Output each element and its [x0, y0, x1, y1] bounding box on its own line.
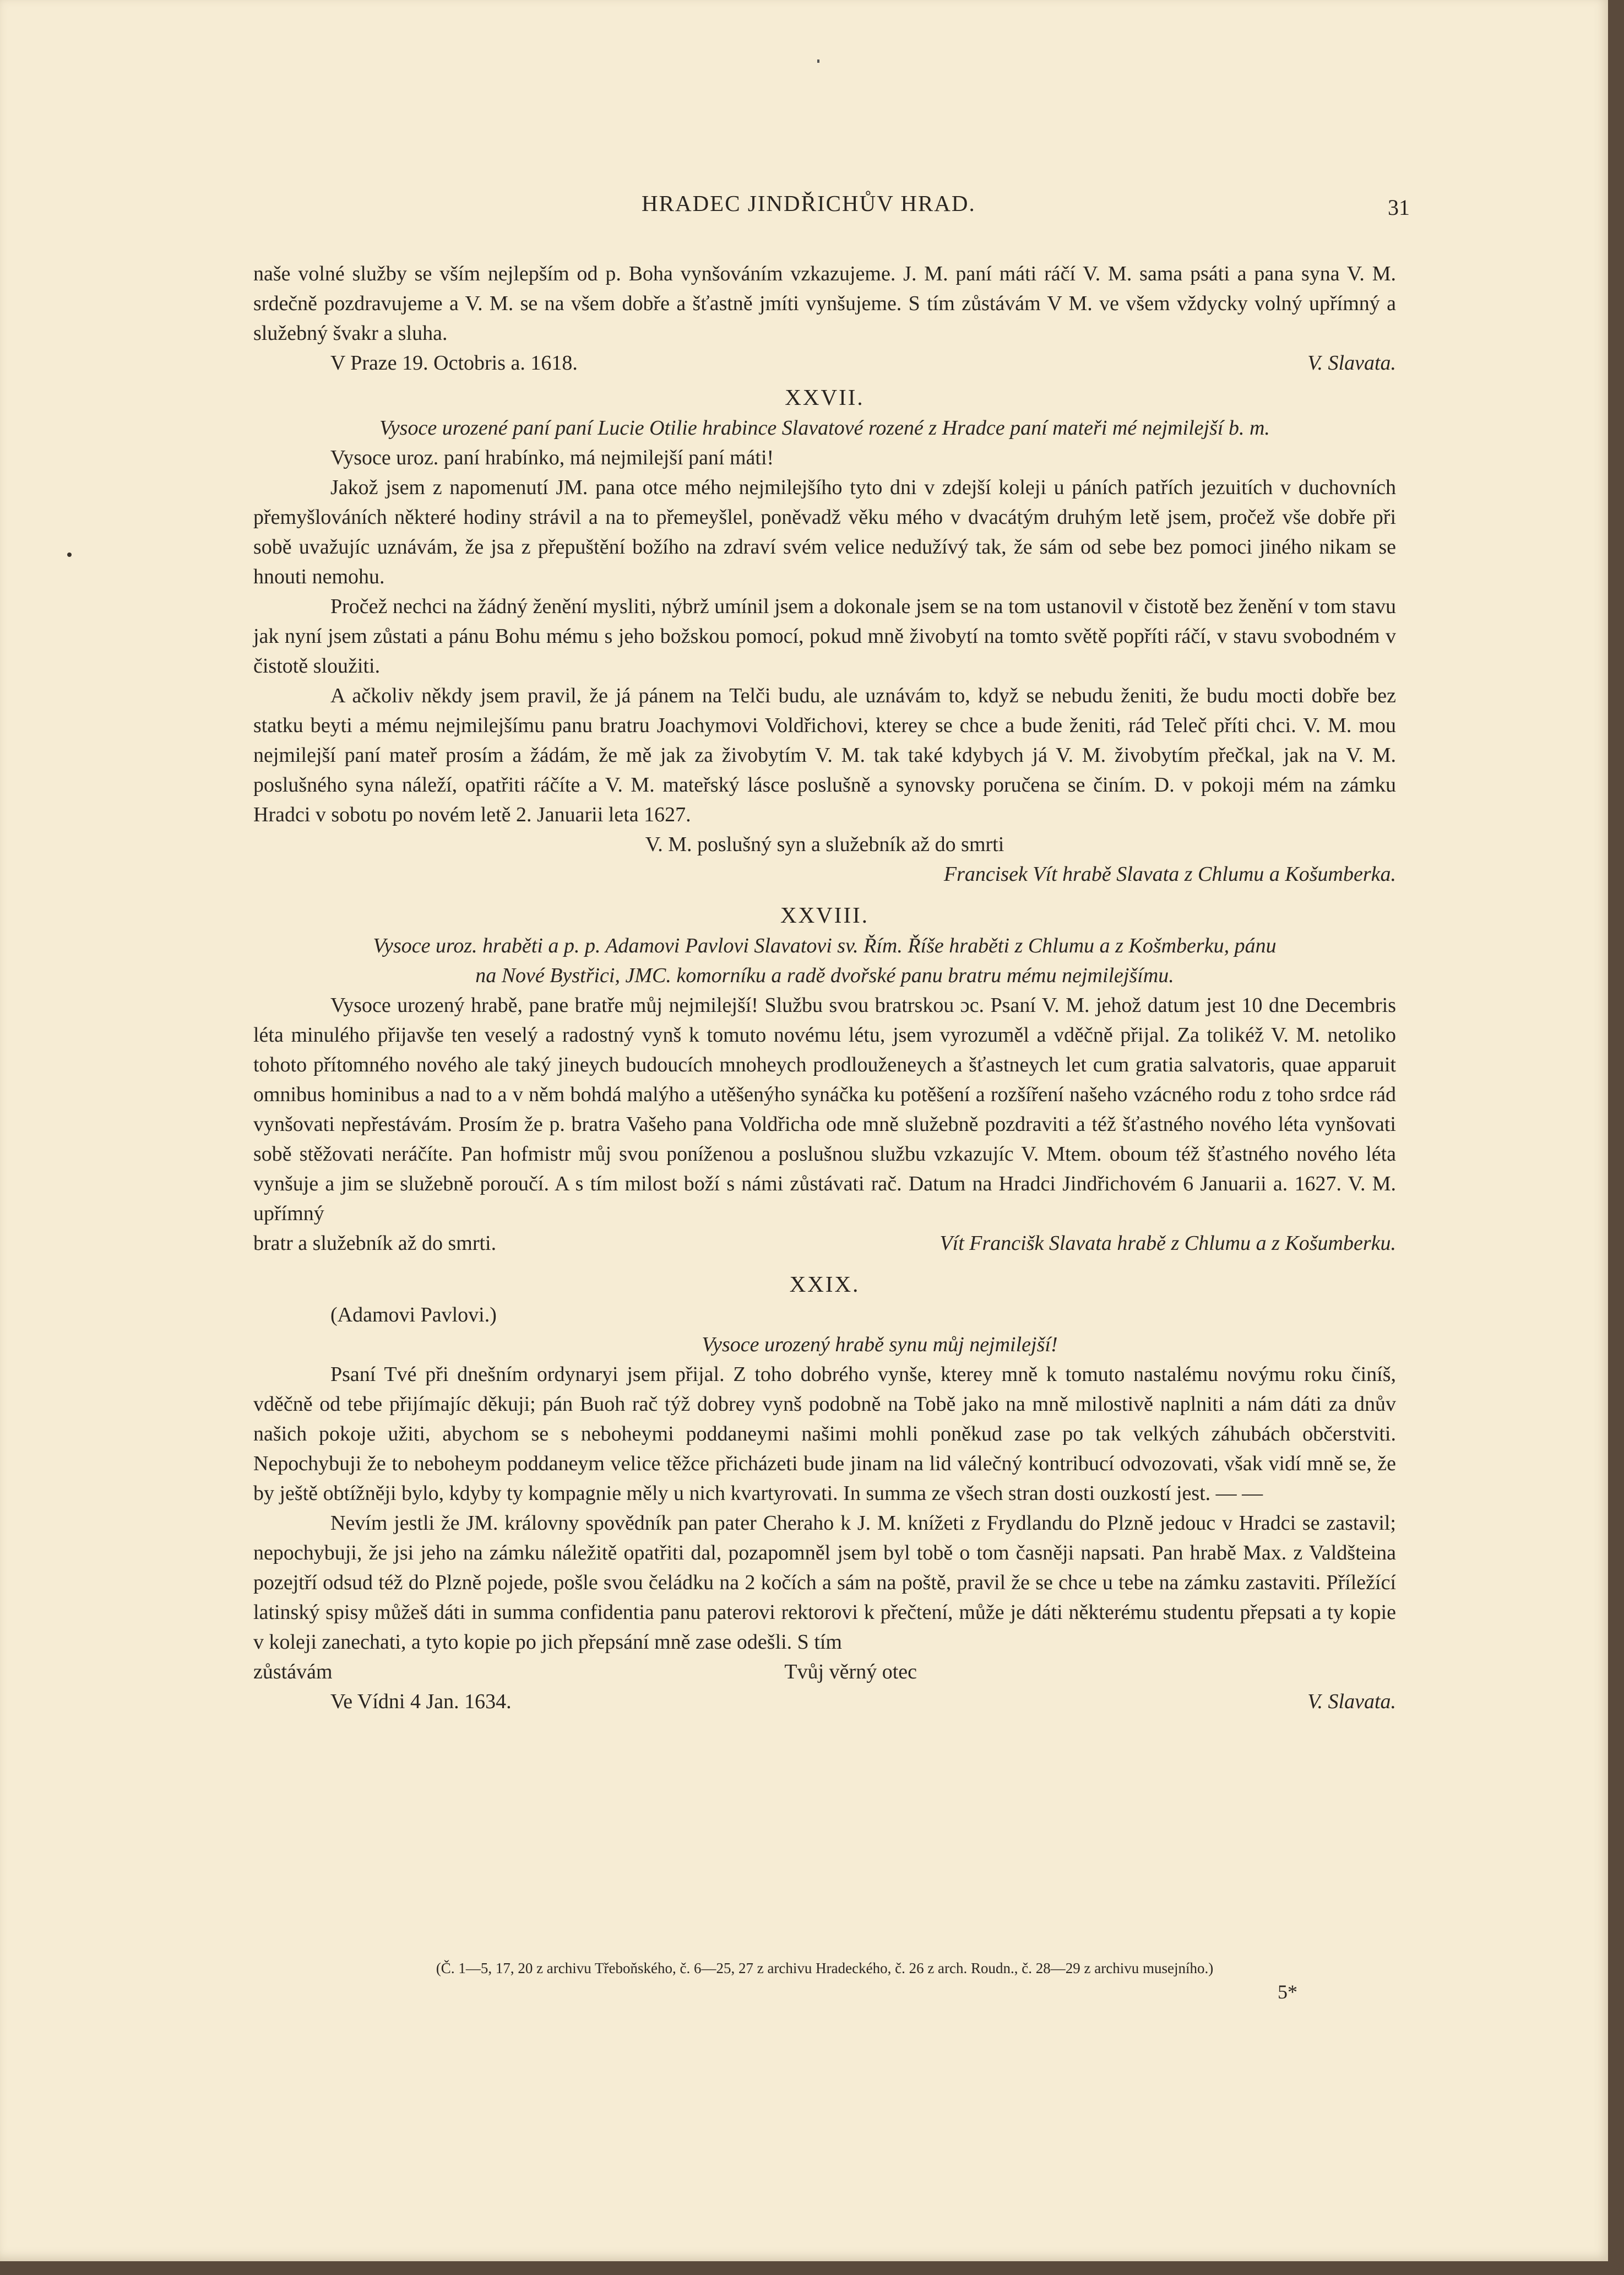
sheet-mark: 5* [1278, 1981, 1297, 2003]
letter28-address-line-2: na Nové Bystřici, JMC. komorníku a radě dvořské panu bratru mému nejmilejšímu. [475, 964, 1174, 987]
letter27-closing: V. M. poslušný syn a služebník až do smrti [645, 833, 1004, 856]
letter26-signature: V. Slavata. [1307, 351, 1396, 375]
letter28-address-line-1: Vysoce uroz. hraběti a p. p. Adamovi Pavlovi Slavatovi sv. Řím. Říše hraběti z Chlumu a z Košmberku, pánu [373, 934, 1277, 957]
letter27-signature: Francisek Vít hrabě Slavata z Chlumu a Košumberka. [943, 863, 1396, 886]
letter27-paragraph-2: Pročež nechci na žádný ženění mysliti, nýbrž umínil jsem a dokonale jsem se na tom ustanovil v čistotě bez ženění v tom stavu jak nyní jsem zůstati a pánu Bohu mému s jeho božskou pomocí, pokud mně živobytí na tomto světě popříti ráčí, v stavu svobodném v čistotě sloužiti. [253, 595, 1396, 678]
letter27-numeral: XXVII. [785, 384, 865, 410]
letter29-salutation: Vysoce urozený hrabě synu můj nejmilejší! [702, 1333, 1058, 1356]
letter29-signature: V. Slavata. [1307, 1690, 1396, 1713]
letter26-dateline: V Praze 19. Octobris a. 1618. [330, 351, 578, 375]
letter28-body: Vysoce urozený hrabě, pane bratře můj nejmilejší! Službu svou bratrskou ɔc. Psaní V. M. jehož datum jest 10 dne Decembris léta minulého přijavše ten veselý a radostný vynš k tomuto novému létu, jsem vyrozuměl a vděčně přijal. Za tolikéž V. M. netoliko tohoto přítomného nového ale taký jineych budoucích mnoheych prodlouženeych a šťastneych let cum gratia salvatoris, quae apparuit omnibus hominibus a nad to a v něm bohdá malýho a utěšenýho synáčka ku potěšení a rozšíření našeho vzácného rodu z toho srdce rád vynšovati nepřestávám. Prosím že p. bratra Vašeho pana Voldřicha ode mně služebně pozdraviti a též šťastného nového léta vynšovati sobě stěžovati neráčíte. Pan hofmistr můj svou poníženou a poslušnou službu vzkazujíc V. Mtem. oboum též šťastného nového léta vynšuje a jim se služebně poroučí. A s tím milost boží s námi zůstávati rač. Datum na Hradci Jindřichovém 6 Januarii a. 1627. V. M. upřímný [253, 994, 1396, 1225]
letter28-numeral: XXVIII. [780, 902, 870, 928]
letter29-paragraph-2: Nevím jestli že JM. královny spovědník pan pater Cheraho k J. M. knížeti z Frydlandu do Plzně jedouc v Hradci se zastavil; nepochybuji, že jsi jeho na zámku náležitě opatřiti dal, pozapomněl jsem byl tobě o tom časněji napsati. Pan hrabě Max. z Valdšteina pozejtří odsud též do Plzně pojede, pošle svou čeládku na 2 kočích a sám na poště, pravil že se chce u tebe na zámku zastaviti. Příležící latinský spisy můžeš dáti in summa confidentia panu paterovi rektorovi k přečtení, může je dáti některému studentu přepsati a ty kopie v koleji zanechati, a tyto kopie po jich přepsání mně zase odešli. S tím [253, 1512, 1396, 1654]
letter28-closing-row [253, 1228, 1396, 1258]
printing-speck [817, 59, 819, 63]
letter27-paragraph-3: A ačkoliv někdy jsem pravil, že já pánem na Telči budu, ale uznávám to, když se nebudu ženiti, že budu mocti dobře bez statku beyti a mému nejmilejšímu panu bratru Joachymovi Voldřichovi, kterey se chce a bude ženiti, rád Teleč příti chci. V. M. mou nejmilejší paní mateř prosím a žádám, že mě jak za živobytím V. M. tak také kdybych já V. M. živobytím přečkal, jak na V. M. poslušného syna náleží, opatřiti ráčíte a V. M. mateřský lásce poslušně a synovsky poručena se činím. D. v pokoji mém na zámku Hradci v sobotu po novém letě 2. Januarii leta 1627. [253, 684, 1396, 826]
letter29-numeral: XXIX. [789, 1271, 860, 1297]
letter27-salutation: Vysoce uroz. paní hrabínko, má nejmilejší paní máti! [330, 446, 774, 469]
page-number: 31 [1388, 195, 1410, 220]
letter28-signature: Vít Francišk Slavata hrabě z Chlumu a z Košumberku. [939, 1232, 1396, 1255]
letter27-address: Vysoce urozené paní paní Lucie Otilie hrabince Slavatové rozené z Hradce paní mateři mé nejmilejší b. m. [379, 416, 1270, 440]
letter28-closing: bratr a služebník až do smrti. [253, 1232, 497, 1255]
letter29-dateline: Ve Vídni 4 Jan. 1634. [330, 1690, 512, 1713]
letter29-closing-left: zůstávám [253, 1660, 333, 1683]
letter29-recipient: (Adamovi Pavlovi.) [330, 1303, 497, 1326]
letter29-closing-row [253, 1657, 1396, 1687]
letter27-paragraph-1: Jakož jsem z napomenutí JM. pana otce mého nejmilejšího tyto dni v zdejší koleji u páních patřích jezuitích v duchovních přemyšlováních některé hodiny strávil a na to přemeyšlel, poněvadž věku mého v dvacátým druhým letě jsem, pročež vše dobře při sobě uvažujíc uznávám, že jsa z přepuštění božího na zdraví svém velice nedužívý tak, že sám od sebe bez pomoci jiného nikam se hnouti nemohu. [253, 476, 1396, 588]
running-title: HRADEC JINDŘICHŮV HRAD. [642, 191, 976, 216]
margin-mark [67, 552, 72, 557]
letter29-paragraph-1: Psaní Tvé při dnešním ordynaryi jsem přijal. Z toho dobrého vynše, kterey mně k tomuto nastalému novýmu roku činíš, vděčně od tebe přijímajíc děkuji; pán Buoh rač týž dobrey vynš podobně na Tobě jako na mně milostivě naplniti a nám dáti za dnův našich pokoje užiti, abychom se s neboheymi poddaneymi našimi mohli poněkud zase po tak velkých záhubách občerstviti. Nepochybuji že to neboheym poddaneym velice těžce přicházeti bude jinam na lid válečný kontribucí odvozovati, však vidí mně se, že by ještě obtížněji bylo, kdyby ty kompagnie měly u nich kvartyrovati. In summa ze všech stran dosti ouzkostí jest. — — [253, 1363, 1396, 1505]
source-footnote: (Č. 1—5, 17, 20 z archivu Třeboňského, č. 6—25, 27 z archivu Hradeckého, č. 26 z arch. Roudn., č. 28—29 z archivu musejního.) [436, 1960, 1214, 1976]
letter29-dateline-row [253, 1687, 1396, 1716]
letter26-dateline-row [253, 348, 1396, 378]
letter26-text: naše volné služby se vším nejlepším od p. Boha vynšováním vzkazujeme. J. M. paní máti ráčí V. M. sama psáti a pana syna V. M. srdečně pozdravujeme a V. M. se na všem dobře a šťastně jmíti vynšujeme. S tím zůstávám V M. ve všem vždycky volný upřímný a služebný švakr a sluha. [253, 262, 1396, 345]
page-body [253, 259, 1396, 1716]
letter29-closing-center: Tvůj věrný otec [784, 1660, 917, 1683]
